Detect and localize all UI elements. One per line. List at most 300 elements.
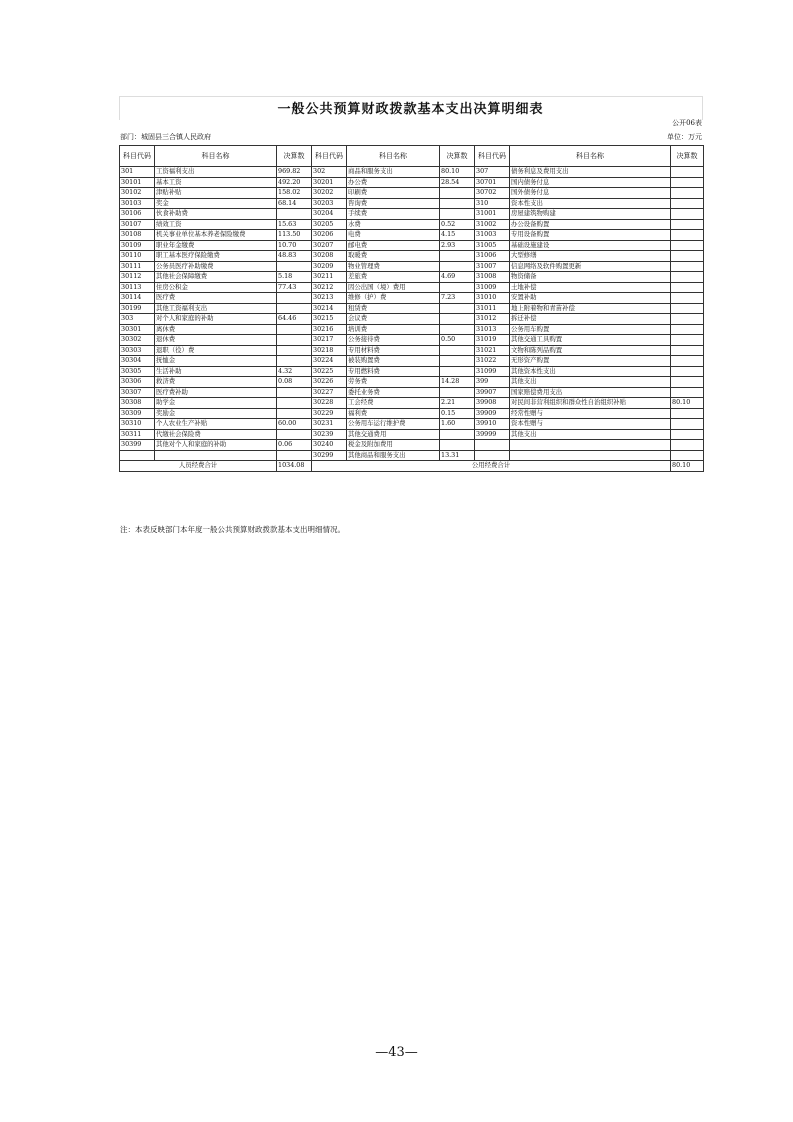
cell-amount: 60.00 <box>277 419 312 430</box>
table-row <box>120 408 704 419</box>
cell-code: 310 <box>475 198 510 209</box>
cell-code: 31002 <box>475 219 510 230</box>
cell-name: 其他支出 <box>510 377 671 388</box>
cell-amount <box>440 303 475 314</box>
cell-code: 302 <box>312 167 347 178</box>
cell-name: 个人农业生产补贴 <box>155 419 277 430</box>
cell-code: 39907 <box>475 387 510 398</box>
cell-name: 租赁费 <box>347 303 440 314</box>
cell-code: 39999 <box>475 429 510 440</box>
cell-name: 代缴社会保险费 <box>155 429 277 440</box>
cell-amount <box>277 450 312 461</box>
public-total-label: 公用经费合计 <box>312 461 671 472</box>
cell-code: 30239 <box>312 429 347 440</box>
cell-code: 30206 <box>312 230 347 241</box>
cell-amount <box>277 303 312 314</box>
cell-name: 离休费 <box>155 324 277 335</box>
table-row <box>120 440 704 451</box>
cell-amount <box>277 429 312 440</box>
table-header-row <box>120 146 704 167</box>
cell-name: 国外债务付息 <box>510 188 671 199</box>
cell-amount <box>671 272 704 283</box>
cell-amount: 0.08 <box>277 377 312 388</box>
cell-name: 印刷费 <box>347 188 440 199</box>
cell-code: 30112 <box>120 272 155 283</box>
cell-amount <box>440 188 475 199</box>
cell-amount <box>671 293 704 304</box>
cell-code: 30399 <box>120 440 155 451</box>
cell-amount <box>277 335 312 346</box>
cell-code: 30302 <box>120 335 155 346</box>
cell-name: 其他交通工具购置 <box>510 335 671 346</box>
cell-name: 无形资产购置 <box>510 356 671 367</box>
cell-amount <box>277 408 312 419</box>
cell-amount <box>277 209 312 220</box>
table-row <box>120 345 704 356</box>
cell-amount <box>277 387 312 398</box>
cell-code: 30203 <box>312 198 347 209</box>
cell-code: 30301 <box>120 324 155 335</box>
cell-amount <box>671 324 704 335</box>
cell-code: 30205 <box>312 219 347 230</box>
cell-amount: 4.15 <box>440 230 475 241</box>
cell-name: 工会经费 <box>347 398 440 409</box>
header-code-1: 科目代码 <box>120 146 155 167</box>
cell-code: 31010 <box>475 293 510 304</box>
table-row <box>120 272 704 283</box>
cell-amount: 2.93 <box>440 240 475 251</box>
cell-name: 培训费 <box>347 324 440 335</box>
cell-name: 劳务费 <box>347 377 440 388</box>
cell-amount <box>440 387 475 398</box>
cell-amount: 48.83 <box>277 251 312 262</box>
cell-name: 土地补偿 <box>510 282 671 293</box>
header-code-3: 科目代码 <box>475 146 510 167</box>
expenditure-table <box>119 145 704 472</box>
cell-amount: 7.23 <box>440 293 475 304</box>
table-row <box>120 419 704 430</box>
cell-amount <box>440 251 475 262</box>
cell-amount <box>671 419 704 430</box>
cell-code: 30199 <box>120 303 155 314</box>
cell-code: 30110 <box>120 251 155 262</box>
table-row <box>120 303 704 314</box>
table-note: 注：本表反映部门本年度一般公共预算财政拨款基本支出明细情况。 <box>120 525 345 534</box>
cell-code: 31006 <box>475 251 510 262</box>
cell-name: 咨询费 <box>347 198 440 209</box>
cell-name: 因公出国（境）费用 <box>347 282 440 293</box>
cell-code: 30229 <box>312 408 347 419</box>
cell-code: 30109 <box>120 240 155 251</box>
cell-amount: 492.20 <box>277 177 312 188</box>
cell-name: 差旅费 <box>347 272 440 283</box>
cell-name: 抚恤金 <box>155 356 277 367</box>
table-row <box>120 240 704 251</box>
cell-amount <box>671 282 704 293</box>
cell-code: 30311 <box>120 429 155 440</box>
table-row <box>120 429 704 440</box>
cell-amount: 0.15 <box>440 408 475 419</box>
cell-name: 其他对个人和家庭的补助 <box>155 440 277 451</box>
cell-name: 医疗费补助 <box>155 387 277 398</box>
cell-amount <box>277 293 312 304</box>
cell-amount: 158.02 <box>277 188 312 199</box>
cell-code: 30212 <box>312 282 347 293</box>
cell-name: 商品和服务支出 <box>347 167 440 178</box>
cell-name <box>510 450 671 461</box>
cell-name: 助学金 <box>155 398 277 409</box>
cell-amount <box>671 167 704 178</box>
cell-name: 物资储备 <box>510 272 671 283</box>
cell-name: 电费 <box>347 230 440 241</box>
cell-code: 30310 <box>120 419 155 430</box>
cell-code: 31007 <box>475 261 510 272</box>
cell-amount <box>440 356 475 367</box>
cell-name: 对个人和家庭的补助 <box>155 314 277 325</box>
cell-name: 津贴补贴 <box>155 188 277 199</box>
cell-amount <box>277 345 312 356</box>
cell-code: 30225 <box>312 366 347 377</box>
table-row <box>120 167 704 178</box>
table-row <box>120 366 704 377</box>
cell-name: 地上附着物和青苗补偿 <box>510 303 671 314</box>
table-row <box>120 377 704 388</box>
cell-amount: 28.54 <box>440 177 475 188</box>
cell-code: 30201 <box>312 177 347 188</box>
cell-amount: 64.46 <box>277 314 312 325</box>
cell-code: 31099 <box>475 366 510 377</box>
cell-amount <box>671 177 704 188</box>
cell-code: 30215 <box>312 314 347 325</box>
cell-name: 住房公积金 <box>155 282 277 293</box>
table-row <box>120 324 704 335</box>
cell-amount <box>671 209 704 220</box>
cell-amount: 14.28 <box>440 377 475 388</box>
cell-amount: 4.32 <box>277 366 312 377</box>
cell-code: 30217 <box>312 335 347 346</box>
cell-name: 安置补助 <box>510 293 671 304</box>
cell-amount <box>440 261 475 272</box>
cell-amount <box>277 356 312 367</box>
cell-name: 生活补助 <box>155 366 277 377</box>
cell-code: 30207 <box>312 240 347 251</box>
cell-amount <box>671 261 704 272</box>
cell-amount <box>440 209 475 220</box>
cell-name: 办公设备购置 <box>510 219 671 230</box>
cell-code: 30211 <box>312 272 347 283</box>
cell-code: 30309 <box>120 408 155 419</box>
cell-name: 会议费 <box>347 314 440 325</box>
cell-amount: 969.82 <box>277 167 312 178</box>
table-row <box>120 219 704 230</box>
cell-code: 301 <box>120 167 155 178</box>
cell-code: 30224 <box>312 356 347 367</box>
cell-code: 31005 <box>475 240 510 251</box>
cell-code: 39908 <box>475 398 510 409</box>
cell-code: 30702 <box>475 188 510 199</box>
cell-amount <box>671 251 704 262</box>
cell-amount <box>440 366 475 377</box>
cell-code: 31009 <box>475 282 510 293</box>
cell-code: 30305 <box>120 366 155 377</box>
table-title: 一般公共预算财政拨款基本支出决算明细表 <box>277 102 544 117</box>
cell-name: 维修（护）费 <box>347 293 440 304</box>
cell-code: 31001 <box>475 209 510 220</box>
header-amount-2: 决算数 <box>440 146 475 167</box>
cell-code: 30208 <box>312 251 347 262</box>
header-amount-3: 决算数 <box>671 146 704 167</box>
table-row <box>120 450 704 461</box>
cell-code: 30299 <box>312 450 347 461</box>
cell-name: 税金及附加费用 <box>347 440 440 451</box>
cell-amount <box>671 219 704 230</box>
cell-amount <box>671 188 704 199</box>
cell-amount: 80.10 <box>440 167 475 178</box>
cell-amount: 5.18 <box>277 272 312 283</box>
cell-amount: 1.60 <box>440 419 475 430</box>
cell-amount: 13.31 <box>440 450 475 461</box>
cell-amount <box>671 377 704 388</box>
cell-code: 30204 <box>312 209 347 220</box>
table-row <box>120 177 704 188</box>
cell-amount: 113.50 <box>277 230 312 241</box>
cell-code: 307 <box>475 167 510 178</box>
cell-amount <box>277 261 312 272</box>
cell-amount: 77.43 <box>277 282 312 293</box>
cell-amount <box>440 198 475 209</box>
cell-code: 30103 <box>120 198 155 209</box>
cell-code: 30106 <box>120 209 155 220</box>
cell-code: 39909 <box>475 408 510 419</box>
cell-code: 31022 <box>475 356 510 367</box>
cell-name: 水费 <box>347 219 440 230</box>
cell-name: 手续费 <box>347 209 440 220</box>
cell-code: 30102 <box>120 188 155 199</box>
totals-row <box>120 461 704 472</box>
cell-name: 公务用车购置 <box>510 324 671 335</box>
cell-code: 30101 <box>120 177 155 188</box>
cell-name: 其他工资福利支出 <box>155 303 277 314</box>
cell-name: 委托业务费 <box>347 387 440 398</box>
cell-amount <box>671 366 704 377</box>
cell-amount <box>440 282 475 293</box>
cell-code: 30111 <box>120 261 155 272</box>
cell-code <box>475 450 510 461</box>
cell-amount: 68.14 <box>277 198 312 209</box>
cell-name: 经常性赠与 <box>510 408 671 419</box>
cell-amount <box>277 324 312 335</box>
cell-name: 信息网络及软件购置更新 <box>510 261 671 272</box>
cell-name: 职工基本医疗保险缴费 <box>155 251 277 262</box>
cell-name: 基本工资 <box>155 177 277 188</box>
table-row <box>120 335 704 346</box>
cell-amount: 80.10 <box>671 398 704 409</box>
top-border <box>119 96 702 97</box>
cell-name: 其他支出 <box>510 429 671 440</box>
unit-label: 单位：万元 <box>667 133 702 141</box>
cell-amount: 0.50 <box>440 335 475 346</box>
page-number: —43— <box>375 1045 418 1060</box>
table-body <box>120 167 704 461</box>
cell-amount <box>671 387 704 398</box>
cell-code: 30216 <box>312 324 347 335</box>
cell-amount <box>671 240 704 251</box>
cell-amount <box>671 198 704 209</box>
cell-code: 30214 <box>312 303 347 314</box>
cell-name: 职业年金缴费 <box>155 240 277 251</box>
cell-code: 31021 <box>475 345 510 356</box>
cell-code: 31012 <box>475 314 510 325</box>
cell-amount: 0.06 <box>277 440 312 451</box>
cell-amount <box>671 335 704 346</box>
cell-amount: 4.69 <box>440 272 475 283</box>
cell-code: 30231 <box>312 419 347 430</box>
cell-name: 其他社会保障缴费 <box>155 272 277 283</box>
cell-code: 30202 <box>312 188 347 199</box>
cell-code: 30227 <box>312 387 347 398</box>
cell-name: 国家赔偿费用支出 <box>510 387 671 398</box>
cell-code: 30306 <box>120 377 155 388</box>
cell-amount <box>671 314 704 325</box>
cell-name: 债务利息及费用支出 <box>510 167 671 178</box>
table-row <box>120 251 704 262</box>
cell-amount: 2.21 <box>440 398 475 409</box>
header-name-1: 科目名称 <box>155 146 277 167</box>
cell-name: 福利费 <box>347 408 440 419</box>
cell-name: 公务用车运行维护费 <box>347 419 440 430</box>
cell-amount <box>440 314 475 325</box>
cell-name: 办公费 <box>347 177 440 188</box>
cell-name: 大型修缮 <box>510 251 671 262</box>
personnel-total-label: 人员经费合计 <box>120 461 277 472</box>
cell-name: 其他资本性支出 <box>510 366 671 377</box>
cell-code: 30108 <box>120 230 155 241</box>
cell-amount: 0.52 <box>440 219 475 230</box>
cell-code: 31003 <box>475 230 510 241</box>
cell-name: 被装购置费 <box>347 356 440 367</box>
cell-name: 救济费 <box>155 377 277 388</box>
right-border <box>702 96 703 120</box>
cell-amount <box>440 345 475 356</box>
cell-amount <box>671 356 704 367</box>
cell-amount <box>671 230 704 241</box>
cell-name: 专用设备购置 <box>510 230 671 241</box>
cell-code: 30304 <box>120 356 155 367</box>
cell-name: 机关事业单位基本养老保险缴费 <box>155 230 277 241</box>
cell-name: 资本性支出 <box>510 198 671 209</box>
cell-name: 公务接待费 <box>347 335 440 346</box>
cell-code: 39910 <box>475 419 510 430</box>
cell-name: 公务员医疗补助缴费 <box>155 261 277 272</box>
cell-code: 30307 <box>120 387 155 398</box>
cell-name: 文物和陈列品购置 <box>510 345 671 356</box>
cell-name: 专用燃料费 <box>347 366 440 377</box>
cell-name: 其他交通费用 <box>347 429 440 440</box>
header-name-3: 科目名称 <box>510 146 671 167</box>
cell-amount <box>671 408 704 419</box>
cell-name <box>155 450 277 461</box>
cell-name: 对民间非营利组织和群众性自治组织补贴 <box>510 398 671 409</box>
cell-code: 31008 <box>475 272 510 283</box>
cell-amount <box>671 450 704 461</box>
public-total-value: 80.10 <box>671 461 704 472</box>
cell-name: 物业管理费 <box>347 261 440 272</box>
cell-amount <box>671 345 704 356</box>
cell-amount <box>671 303 704 314</box>
cell-code: 303 <box>120 314 155 325</box>
cell-code: 30303 <box>120 345 155 356</box>
cell-code: 399 <box>475 377 510 388</box>
cell-name: 房屋建筑物购建 <box>510 209 671 220</box>
table-row <box>120 398 704 409</box>
cell-amount: 10.70 <box>277 240 312 251</box>
header-amount-1: 决算数 <box>277 146 312 167</box>
table-row <box>120 230 704 241</box>
cell-amount <box>671 429 704 440</box>
header-name-2: 科目名称 <box>347 146 440 167</box>
table-row <box>120 314 704 325</box>
personnel-total-value: 1034.08 <box>277 461 312 472</box>
cell-name: 退职（役）费 <box>155 345 277 356</box>
cell-code: 30308 <box>120 398 155 409</box>
cell-name: 工资福利支出 <box>155 167 277 178</box>
cell-name: 拆迁补偿 <box>510 314 671 325</box>
table-row <box>120 282 704 293</box>
cell-code: 30209 <box>312 261 347 272</box>
cell-name: 取暖费 <box>347 251 440 262</box>
cell-code: 31011 <box>475 303 510 314</box>
table-row <box>120 198 704 209</box>
cell-code: 30107 <box>120 219 155 230</box>
cell-amount <box>440 429 475 440</box>
cell-amount: 15.63 <box>277 219 312 230</box>
cell-code: 30701 <box>475 177 510 188</box>
cell-code: 30228 <box>312 398 347 409</box>
form-number: 公开06表 <box>672 119 702 127</box>
table-row <box>120 356 704 367</box>
cell-name: 奖励金 <box>155 408 277 419</box>
cell-name: 基础设施建设 <box>510 240 671 251</box>
table-row <box>120 261 704 272</box>
cell-name <box>510 440 671 451</box>
cell-code: 31019 <box>475 335 510 346</box>
cell-amount <box>671 440 704 451</box>
cell-name: 绩效工资 <box>155 219 277 230</box>
cell-amount <box>440 440 475 451</box>
cell-amount <box>277 398 312 409</box>
header-code-2: 科目代码 <box>312 146 347 167</box>
cell-name: 医疗费 <box>155 293 277 304</box>
cell-code <box>120 450 155 461</box>
cell-name: 退休费 <box>155 335 277 346</box>
table-row <box>120 293 704 304</box>
cell-name: 邮电费 <box>347 240 440 251</box>
table-row <box>120 209 704 220</box>
cell-code: 30213 <box>312 293 347 304</box>
table-row <box>120 188 704 199</box>
cell-code: 30114 <box>120 293 155 304</box>
cell-code: 30226 <box>312 377 347 388</box>
table-row <box>120 387 704 398</box>
cell-name: 国内债务付息 <box>510 177 671 188</box>
cell-code: 30218 <box>312 345 347 356</box>
cell-name: 资本性赠与 <box>510 419 671 430</box>
cell-code: 30113 <box>120 282 155 293</box>
cell-amount <box>440 324 475 335</box>
cell-code <box>475 440 510 451</box>
cell-name: 伙食补助费 <box>155 209 277 220</box>
cell-code: 30240 <box>312 440 347 451</box>
